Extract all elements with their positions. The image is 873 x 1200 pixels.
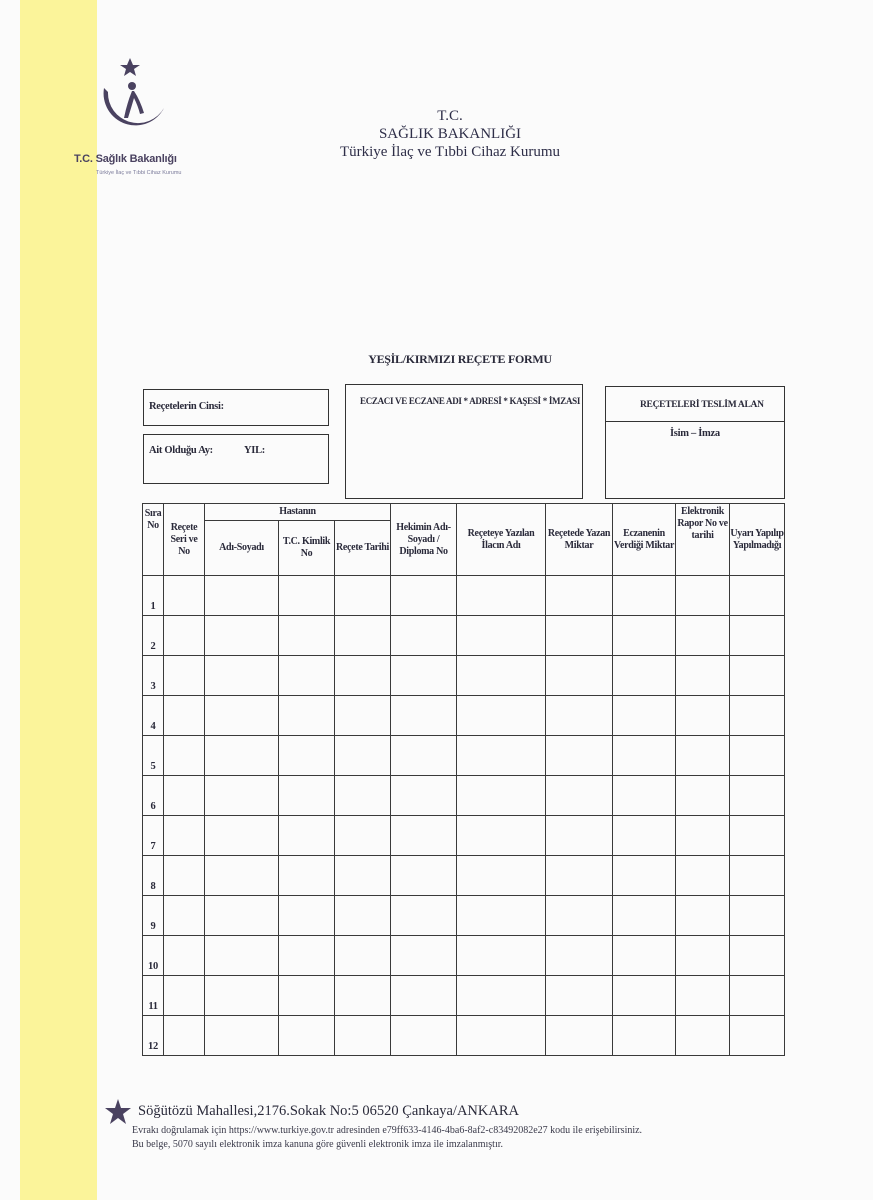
table-row [143, 976, 785, 1016]
col-tc: T.C. Kimlik No [279, 521, 335, 576]
table-cell [164, 736, 205, 776]
table-row [143, 896, 785, 936]
table-cell [335, 696, 391, 736]
table-cell [613, 1016, 676, 1056]
footer-address: Söğütözü Mahallesi,2176.Sokak No:5 06520 Çankaya/ANKARA [138, 1103, 519, 1119]
table-row [143, 1016, 785, 1056]
col-uyari: Uyarı Yapılıp Yapılmadığı [730, 504, 785, 576]
table-cell [205, 616, 279, 656]
table-cell [546, 816, 613, 856]
table-cell [391, 696, 457, 736]
ministry-emblem-icon [94, 58, 174, 150]
table-cell [279, 736, 335, 776]
col-sira: Sıra No [143, 504, 164, 576]
table-cell [391, 976, 457, 1016]
table-cell [457, 856, 546, 896]
receiver-divider [606, 421, 784, 422]
table-row [143, 576, 785, 616]
table-cell [613, 656, 676, 696]
ministry-logo [74, 58, 194, 188]
table-cell [457, 1016, 546, 1056]
table-cell [279, 896, 335, 936]
table-cell [391, 616, 457, 656]
table-cell [613, 896, 676, 936]
table-cell [335, 656, 391, 696]
table-cell [335, 896, 391, 936]
table-cell [457, 576, 546, 616]
table-row [143, 856, 785, 896]
table-cell [546, 936, 613, 976]
table-cell [730, 936, 785, 976]
pharmacist-box [345, 384, 583, 499]
prescription-type-box [143, 389, 329, 426]
row-number: 6 [143, 776, 164, 816]
table-cell [676, 1016, 730, 1056]
table-cell [164, 776, 205, 816]
table-cell [613, 576, 676, 616]
table-row [143, 616, 785, 656]
col-adi: Adı-Soyadı [205, 521, 279, 576]
table-cell [279, 616, 335, 656]
table-cell [613, 936, 676, 976]
table-cell [335, 576, 391, 616]
table-cell [164, 856, 205, 896]
col-seri: Reçete Seri ve No [164, 504, 205, 576]
table-cell [730, 976, 785, 1016]
footer-star-icon [104, 1099, 132, 1125]
table-cell [676, 616, 730, 656]
table-cell [164, 1016, 205, 1056]
table-cell [546, 1016, 613, 1056]
row-number: 2 [143, 616, 164, 656]
table-cell [730, 576, 785, 616]
footer-verification: Evrakı doğrulamak için https://www.turkiye.gov.tr adresinden e79ff633-4146-4ba6-8af2-c83492082e27 kodu ile erişebilirsiniz. [132, 1125, 643, 1136]
col-hasta-group: Hastanın [205, 504, 391, 521]
table-cell [546, 896, 613, 936]
table-cell [457, 896, 546, 936]
table-cell [391, 576, 457, 616]
table-row [143, 656, 785, 696]
table-cell [164, 976, 205, 1016]
table-cell [205, 816, 279, 856]
row-number: 11 [143, 976, 164, 1016]
prescription-type-label: Reçetelerin Cinsi: [149, 401, 224, 412]
table-cell [279, 576, 335, 616]
table-cell [279, 696, 335, 736]
row-number: 12 [143, 1016, 164, 1056]
col-ilac: Reçeteye Yazılan İlacın Adı [457, 504, 546, 576]
table-cell [546, 776, 613, 816]
header-tc: T.C. [437, 108, 463, 124]
logo-name: T.C. Sağlık Bakanlığı [74, 153, 177, 165]
prescription-table [142, 503, 785, 1056]
table-cell [546, 656, 613, 696]
table-cell [335, 816, 391, 856]
table-cell [279, 1016, 335, 1056]
table-cell [205, 936, 279, 976]
table-cell [457, 936, 546, 976]
footer-esignature: Bu belge, 5070 sayılı elektronik imza kanuna göre güvenli elektronik imza ile imzalanmıştır. [132, 1139, 504, 1150]
table-cell [457, 696, 546, 736]
table-cell [205, 896, 279, 936]
table-cell [676, 736, 730, 776]
table-cell [391, 736, 457, 776]
receiver-label: REÇETELERİ TESLİM ALAN [640, 400, 764, 410]
table-cell [546, 856, 613, 896]
row-number: 8 [143, 856, 164, 896]
table-cell [205, 1016, 279, 1056]
table-cell [676, 776, 730, 816]
header-agency: Türkiye İlaç ve Tıbbi Cihaz Kurumu [339, 144, 561, 160]
table-row [143, 936, 785, 976]
table-cell [164, 896, 205, 936]
col-verdigi: Eczanenin Verdiği Miktar [613, 504, 676, 576]
table-cell [457, 616, 546, 656]
table-cell [279, 656, 335, 696]
table-cell [335, 936, 391, 976]
table-cell [676, 576, 730, 616]
document-header [300, 107, 600, 161]
table-cell [457, 656, 546, 696]
table-cell [335, 976, 391, 1016]
table-row [143, 776, 785, 816]
table-cell [279, 776, 335, 816]
table-cell [391, 656, 457, 696]
table-cell [730, 816, 785, 856]
col-tarih: Reçete Tarihi [335, 521, 391, 576]
month-year-box [143, 434, 329, 484]
receiver-box [605, 386, 785, 499]
row-number: 4 [143, 696, 164, 736]
table-cell [546, 576, 613, 616]
table-cell [335, 616, 391, 656]
row-number: 7 [143, 816, 164, 856]
table-cell [676, 856, 730, 896]
table-cell [676, 696, 730, 736]
table-cell [279, 976, 335, 1016]
table-cell [676, 656, 730, 696]
row-number: 3 [143, 656, 164, 696]
table-cell [164, 616, 205, 656]
table-cell [391, 776, 457, 816]
table-cell [546, 696, 613, 736]
table-cell [391, 936, 457, 976]
year-label: YIL: [244, 445, 265, 456]
table-cell [613, 736, 676, 776]
table-cell [279, 856, 335, 896]
table-row [143, 816, 785, 856]
table-cell [164, 936, 205, 976]
table-cell [335, 856, 391, 896]
pharmacist-label: ECZACI VE ECZANE ADI * ADRESİ * KAŞESİ * İMZASI [360, 396, 581, 406]
table-cell [205, 696, 279, 736]
table-cell [730, 776, 785, 816]
month-label: Ait Olduğu Ay: [149, 445, 213, 456]
table-row [143, 736, 785, 776]
receiver-sign-label: İsim – İmza [670, 428, 720, 439]
table-cell [613, 816, 676, 856]
table-cell [335, 776, 391, 816]
table-cell [279, 816, 335, 856]
col-hekim: Hekimin Adı-Soyadı / Diploma No [391, 504, 457, 576]
table-cell [164, 696, 205, 736]
table-cell [205, 856, 279, 896]
table-cell [546, 736, 613, 776]
table-cell [730, 616, 785, 656]
col-miktar: Reçetede Yazan Miktar [546, 504, 613, 576]
table-cell [613, 696, 676, 736]
row-number: 1 [143, 576, 164, 616]
table-cell [613, 976, 676, 1016]
table-cell [205, 576, 279, 616]
table-cell [164, 816, 205, 856]
table-cell [205, 976, 279, 1016]
table-cell [205, 656, 279, 696]
table-cell [730, 736, 785, 776]
col-rapor: Elektronik Rapor No ve tarihi [676, 504, 730, 576]
table-cell [676, 936, 730, 976]
table-cell [391, 816, 457, 856]
table-cell [335, 1016, 391, 1056]
table-cell [730, 656, 785, 696]
row-number: 9 [143, 896, 164, 936]
table-cell [676, 976, 730, 1016]
table-cell [676, 816, 730, 856]
table-cell [279, 936, 335, 976]
row-number: 10 [143, 936, 164, 976]
table-cell [613, 776, 676, 816]
logo-subtitle: Türkiye İlaç ve Tıbbi Cihaz Kurumu [96, 170, 182, 176]
table-cell [391, 856, 457, 896]
form-title: YEŞİL/KIRMIZI REÇETE FORMU [368, 352, 552, 366]
table-cell [730, 696, 785, 736]
table-cell [613, 856, 676, 896]
table-cell [391, 1016, 457, 1056]
table-cell [457, 976, 546, 1016]
table-row [143, 696, 785, 736]
table-cell [205, 736, 279, 776]
table-cell [457, 816, 546, 856]
table-cell [730, 896, 785, 936]
header-ministry: SAĞLIK BAKANLIĞI [378, 126, 522, 142]
table-cell [730, 1016, 785, 1056]
table-cell [457, 776, 546, 816]
table-cell [613, 616, 676, 656]
table-cell [546, 976, 613, 1016]
table-cell [164, 656, 205, 696]
table-cell [391, 896, 457, 936]
table-cell [730, 856, 785, 896]
table-cell [457, 736, 546, 776]
table-cell [335, 736, 391, 776]
table-cell [546, 616, 613, 656]
table-cell [164, 576, 205, 616]
table-cell [676, 896, 730, 936]
table-cell [205, 776, 279, 816]
row-number: 5 [143, 736, 164, 776]
